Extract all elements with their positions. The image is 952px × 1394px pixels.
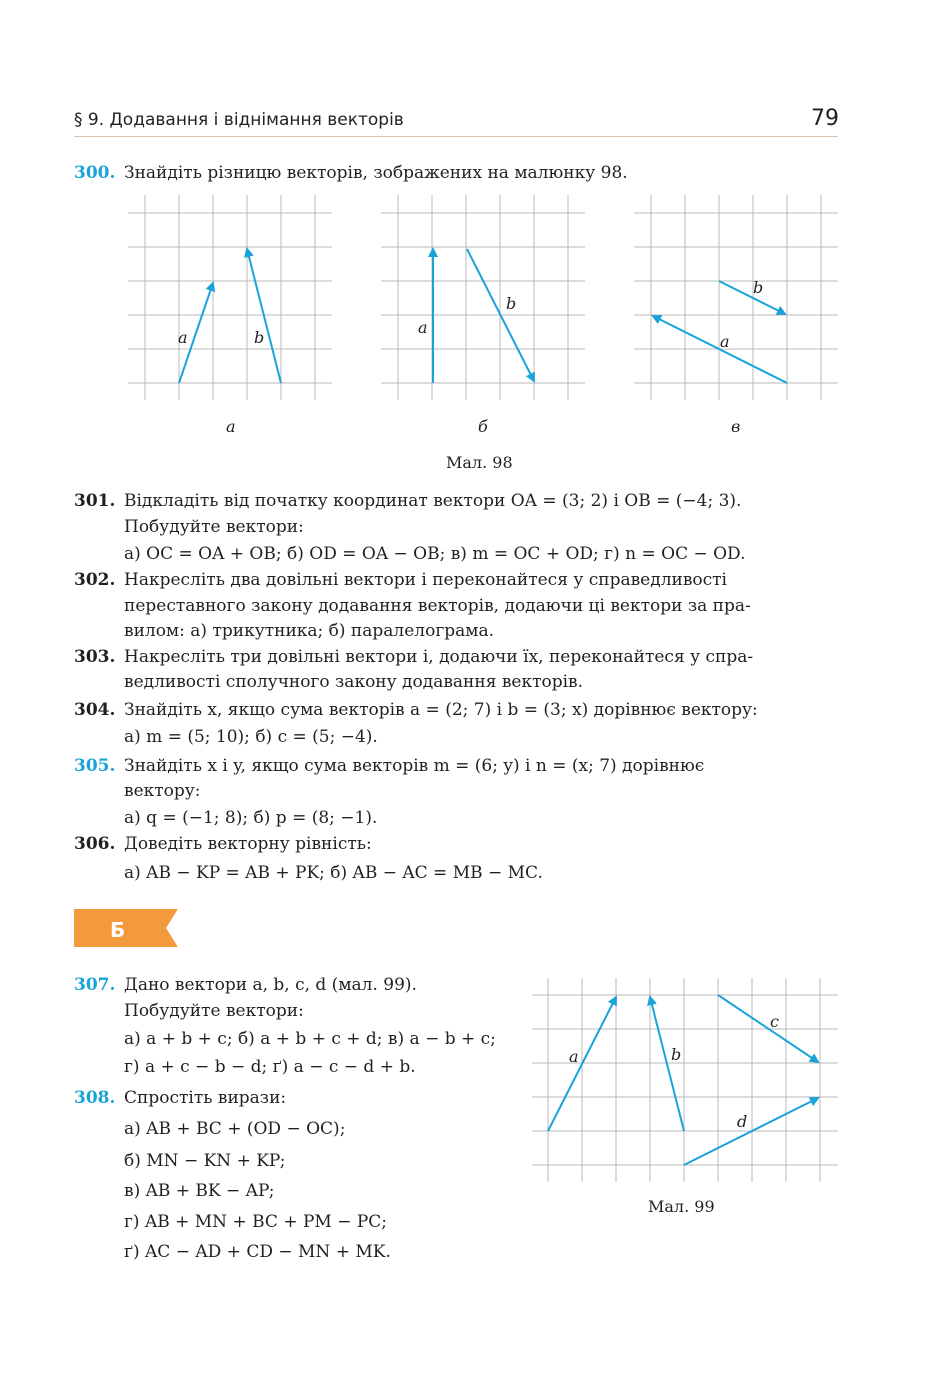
problem-305-line3: а) q = (−1; 8); б) p = (8; −1). bbox=[124, 808, 378, 828]
problem-304 bbox=[74, 699, 758, 721]
label-b: b bbox=[671, 1045, 682, 1064]
problem-text: Знайдіть x і y, якщо сума векторів m = (6; y) і n = (x; 7) дорівнює bbox=[124, 756, 705, 776]
problem-301-line2: Побудуйте вектори: bbox=[124, 517, 304, 537]
problem-text: Спростіть вирази: bbox=[124, 1088, 287, 1108]
label-c: c bbox=[770, 1012, 779, 1031]
problem-number: 301. bbox=[74, 491, 116, 511]
problem-text: Накресліть два довільні вектори і переконайтеся у справедливості bbox=[124, 570, 727, 590]
running-header: § 9. Додавання і віднімання векторів bbox=[74, 110, 404, 130]
problem-number: 305. bbox=[74, 756, 116, 776]
label-a: a bbox=[720, 332, 730, 351]
figure-99 bbox=[530, 975, 842, 1185]
label-a: a bbox=[569, 1047, 579, 1066]
problem-number: 308. bbox=[74, 1088, 116, 1108]
problem-303-line2: ведливості сполучного закону додавання векторів. bbox=[124, 672, 584, 692]
problem-308-item: ґ) AC − AD + CD − MN + MK. bbox=[124, 1242, 391, 1262]
problem-text: Дано вектори a, b, c, d (мал. 99). bbox=[124, 975, 417, 995]
problem-308-item: в) AB + BK − AP; bbox=[124, 1181, 275, 1201]
label-a: a bbox=[178, 328, 188, 347]
figure-98-caption: Мал. 98 bbox=[446, 453, 513, 472]
problem-307-line4: г) a + c − b − d; ґ) a − c − d + b. bbox=[124, 1057, 416, 1077]
vector-b bbox=[247, 249, 281, 383]
problem-number: 303. bbox=[74, 647, 116, 667]
label-b: b bbox=[753, 278, 764, 297]
label-d: d bbox=[737, 1112, 748, 1131]
label-a: a bbox=[418, 318, 428, 337]
subfig-label-b: б bbox=[478, 417, 488, 436]
vector-b bbox=[650, 997, 684, 1131]
problem-307 bbox=[74, 974, 417, 996]
problem-number: 307. bbox=[74, 975, 116, 995]
problem-text: Знайдіть різницю векторів, зображених на малюнку 98. bbox=[124, 163, 628, 183]
problem-number: 300. bbox=[74, 163, 116, 183]
problem-301-line3: а) OC = OA + OB; б) OD = OA − OB; в) m = OC + OD; г) n = OC − OD. bbox=[124, 544, 746, 564]
problem-300 bbox=[74, 162, 628, 184]
subfig-label-v: в bbox=[731, 417, 741, 436]
grid-99 bbox=[532, 978, 838, 1182]
grid-b bbox=[381, 195, 585, 400]
header-rule bbox=[74, 136, 838, 137]
section-label: Б bbox=[110, 918, 126, 942]
problem-303 bbox=[74, 646, 753, 668]
problem-text: Відкладіть від початку координат вектори OA = (3; 2) і OB = (−4; 3). bbox=[124, 491, 742, 511]
section-ribbon bbox=[74, 909, 178, 947]
problem-308-item: а) AB + BC + (OD − OC); bbox=[124, 1119, 346, 1139]
problem-number: 302. bbox=[74, 570, 116, 590]
grid-v bbox=[634, 195, 838, 400]
problem-302 bbox=[74, 569, 727, 591]
problem-305-line2: вектору: bbox=[124, 781, 201, 801]
problem-text: Знайдіть x, якщо сума векторів a = (2; 7) і b = (3; x) дорівнює вектору: bbox=[124, 700, 758, 720]
problem-304-line2: а) m = (5; 10); б) c = (5; −4). bbox=[124, 727, 378, 747]
figure-99-caption: Мал. 99 bbox=[648, 1197, 715, 1216]
subfig-label-a: а bbox=[226, 417, 236, 436]
problem-number: 306. bbox=[74, 834, 116, 854]
problem-308-item: г) AB + MN + BC + PM − PC; bbox=[124, 1212, 388, 1232]
problem-302-line2: переставного закону додавання векторів, додаючи ці вектори за пра- bbox=[124, 596, 751, 616]
grid-a bbox=[128, 195, 332, 400]
vector-b bbox=[719, 281, 785, 314]
problem-307-line3: а) a + b + c; б) a + b + c + d; в) a − b + c; bbox=[124, 1029, 496, 1049]
problem-number: 304. bbox=[74, 700, 116, 720]
problem-308-item: б) MN − KN + KP; bbox=[124, 1151, 286, 1171]
page-number: 79 bbox=[811, 106, 839, 131]
problem-307-line2: Побудуйте вектори: bbox=[124, 1001, 304, 1021]
label-b: b bbox=[506, 294, 517, 313]
problem-306 bbox=[74, 833, 372, 855]
problem-305 bbox=[74, 755, 704, 777]
problem-text: Накресліть три довільні вектори і, додаючи їх, переконайтеся у спра- bbox=[124, 647, 754, 667]
problem-306-line2: а) AB − KP = AB + PK; б) AB − AC = MB − MC. bbox=[124, 863, 543, 883]
problem-text: Доведіть векторну рівність: bbox=[124, 834, 372, 854]
label-b: b bbox=[254, 328, 265, 347]
problem-308 bbox=[74, 1087, 286, 1109]
figure-98 bbox=[120, 190, 850, 410]
problem-302-line3: вилом: а) трикутника; б) паралелограма. bbox=[124, 621, 494, 641]
problem-301 bbox=[74, 490, 741, 512]
